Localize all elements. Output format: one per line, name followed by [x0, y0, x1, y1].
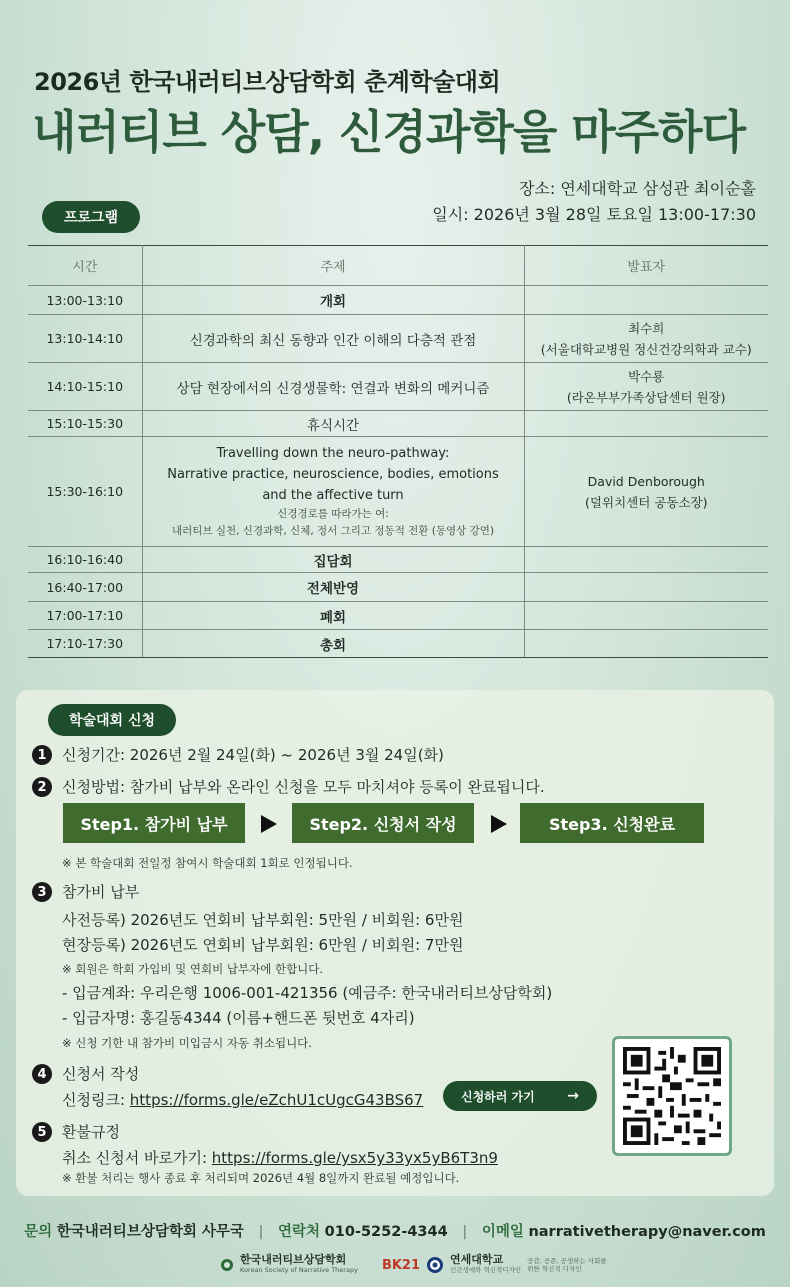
table-row: [28, 437, 768, 547]
refund-link-label: 취소 신청서 바로가기:: [62, 1149, 212, 1167]
topic-en-line: Narrative practice, neuroscience, bodies, emotions: [167, 467, 499, 482]
speaker-cell: [524, 411, 768, 437]
account-text: - 입금계좌: 우리은행 1006-001-421356 (예금주: 한국내러티브상담학회): [62, 984, 553, 1002]
table-row: [28, 630, 768, 658]
slogan-text: 공감, 공존, 공생하는 사회를 위한 혁신적 디자인: [527, 1257, 607, 1273]
time-cell: 13:10-14:10: [28, 315, 142, 363]
table-row: [28, 602, 768, 630]
topic-cell: 총회: [142, 630, 524, 658]
refund-title: 환불규정: [62, 1123, 120, 1141]
note-cancel: ※ 신청 기한 내 참가비 미입금시 자동 취소됩니다.: [62, 1036, 312, 1050]
apply-button-label: 신청하러 가기: [461, 1089, 535, 1104]
topic-cell: [142, 437, 524, 547]
refund-link-row: [62, 1147, 498, 1168]
program-table: [28, 245, 768, 658]
speaker-affiliation: (라온부부가족상담센터 원장): [566, 389, 726, 405]
topic-cell: 개회: [142, 286, 524, 315]
society-logo: [220, 1254, 358, 1276]
page-title: 내러티브 상담, 신경과학을 마주하다: [32, 105, 746, 159]
table-row: [28, 547, 768, 573]
topic-cell: 신경과학의 최신 동향과 인간 이해의 다층적 관점: [142, 315, 524, 363]
contact-value: 010-5252-4344: [324, 1224, 448, 1240]
topic-ko-line: 신경경로를 따라가는 여:: [277, 508, 389, 520]
speaker-cell: [524, 630, 768, 658]
speaker-affiliation: (덜위치센터 공동소장): [585, 494, 708, 510]
yonsei-seal-icon: [426, 1256, 444, 1274]
speaker-cell: [524, 363, 768, 411]
divider: |: [258, 1224, 264, 1240]
bk21-logo: [382, 1254, 607, 1276]
topic-ko-line: 내러티브 실천, 신경과학, 신체, 정서 그리고 정동적 전환 (동영상 강연): [171, 525, 495, 537]
speaker-name: 최수희: [628, 320, 665, 336]
contact-key: 연락처: [278, 1224, 321, 1240]
email-value[interactable]: narrativetherapy@naver.com: [528, 1224, 766, 1240]
time-cell: 16:10-16:40: [28, 547, 142, 573]
society-emblem-icon: [220, 1258, 234, 1272]
time-cell: 15:10-15:30: [28, 411, 142, 437]
topic-cell: 상담 현장에서의 신경생물학: 연결과 변화의 메커니즘: [142, 363, 524, 411]
form-link-label: 신청링크:: [62, 1091, 130, 1109]
time-cell: 14:10-15:10: [28, 363, 142, 411]
refund-link[interactable]: https://forms.gle/ysx5y33yx5yB6T3n9: [211, 1149, 498, 1167]
number-3-icon: 3: [32, 882, 52, 902]
topic-cell: 전체반영: [142, 573, 524, 602]
col-header-topic: 주제: [142, 246, 524, 286]
table-row: [28, 573, 768, 602]
speaker-cell: [524, 602, 768, 630]
qr-code[interactable]: [612, 1036, 732, 1156]
email-key: 이메일: [481, 1224, 524, 1240]
note-member: ※ 회원은 학회 가입비 및 연회비 납부자에 한합니다.: [62, 962, 324, 976]
table-row: [28, 411, 768, 437]
fee-onsite: 현장등록) 2026년도 연회비 납부회원: 6만원 / 비회원: 7만원: [62, 936, 464, 954]
col-header-speaker: 발표자: [524, 246, 768, 286]
time-cell: 15:30-16:10: [28, 437, 142, 547]
col-header-time: 시간: [28, 246, 142, 286]
venue-text: 장소: 연세대학교 삼성관 최이순홀: [518, 179, 756, 198]
note-refund: ※ 환불 처리는 행사 종료 후 처리되며 2026년 4월 8일까지 완료될 예정입니다.: [62, 1171, 460, 1185]
form-title: 신청서 작성: [62, 1065, 140, 1083]
society-logo-en: Korean Society of Narrative Therapy: [240, 1266, 358, 1274]
speaker-cell: [524, 573, 768, 602]
speaker-cell: [524, 547, 768, 573]
table-row: [28, 363, 768, 411]
inquiry-value: 한국내러티브상담학회 사무국: [56, 1224, 244, 1240]
method-text: 신청방법: 참가비 납부와 온라인 신청을 모두 마치셔야 등록이 완료됩니다.: [62, 778, 545, 796]
registration-badge: 학술대회 신청: [48, 704, 176, 736]
table-row: [28, 315, 768, 363]
speaker-name: David Denborough: [587, 473, 705, 489]
speaker-cell: [524, 286, 768, 315]
time-cell: 17:00-17:10: [28, 602, 142, 630]
speaker-cell: [524, 437, 768, 547]
fee-title: 참가비 납부: [62, 883, 140, 901]
arrow-right-icon: [261, 815, 277, 833]
program-badge: 프로그램: [42, 201, 140, 233]
step3-box: Step3. 신청완료: [520, 803, 704, 843]
qr-code-icon: [623, 1047, 721, 1145]
logo-bar: [220, 1250, 607, 1280]
contact-footer: [0, 1220, 790, 1241]
fee-pre: 사전등록) 2026년도 연회비 납부회원: 5만원 / 비회원: 6만원: [62, 911, 464, 929]
arrow-right-icon: [491, 815, 507, 833]
subtitle: 2026년 한국내러티브상담학회 춘계학술대회: [34, 68, 501, 96]
speaker-affiliation: (서울대학교병원 정신건강의학과 교수): [540, 341, 752, 357]
topic-en-line: Travelling down the neuro-pathway:: [216, 446, 450, 461]
topic-cell: 집담회: [142, 547, 524, 573]
number-5-icon: 5: [32, 1122, 52, 1142]
speaker-name: 박수룡: [628, 368, 665, 384]
inquiry-key: 문의: [24, 1224, 53, 1240]
divider: |: [462, 1224, 468, 1240]
yonsei-logo-sub: 인간생애와 혁신적디자인: [450, 1266, 522, 1274]
date-text: 일시: 2026년 3월 28일 토요일 13:00-17:30: [432, 205, 756, 224]
topic-cell: 폐회: [142, 602, 524, 630]
time-cell: 17:10-17:30: [28, 630, 142, 658]
table-header: [28, 246, 768, 286]
arrow-right-icon: →: [567, 1088, 579, 1104]
number-1-icon: 1: [32, 745, 52, 765]
topic-en-line: and the affective turn: [262, 488, 404, 503]
topic-cell: 휴식시간: [142, 411, 524, 437]
note-credit: ※ 본 학술대회 전일정 참여시 학술대회 1회로 인정됩니다.: [62, 856, 353, 870]
step2-box: Step2. 신청서 작성: [292, 803, 474, 843]
step1-box: Step1. 참가비 납부: [63, 803, 245, 843]
form-link-row: [62, 1089, 423, 1110]
bk21-mark: BK21: [381, 1257, 421, 1273]
speaker-cell: [524, 315, 768, 363]
table-row: [28, 286, 768, 315]
form-link[interactable]: https://forms.gle/eZchU1cUgcG43BS67: [129, 1091, 424, 1109]
period-text: 신청기간: 2026년 2월 24일(화) ~ 2026년 3월 24일(화): [62, 746, 444, 764]
time-cell: 13:00-13:10: [28, 286, 142, 315]
depositor-text: - 입금자명: 홍길동4344 (이름+핸드폰 뒷번호 4자리): [62, 1009, 415, 1027]
time-cell: 16:40-17:00: [28, 573, 142, 602]
society-logo-name: 한국내러티브상담학회: [240, 1253, 347, 1266]
yonsei-logo-name: 연세대학교: [450, 1253, 504, 1266]
number-2-icon: 2: [32, 777, 52, 797]
number-4-icon: 4: [32, 1064, 52, 1084]
apply-button[interactable]: [443, 1081, 597, 1111]
